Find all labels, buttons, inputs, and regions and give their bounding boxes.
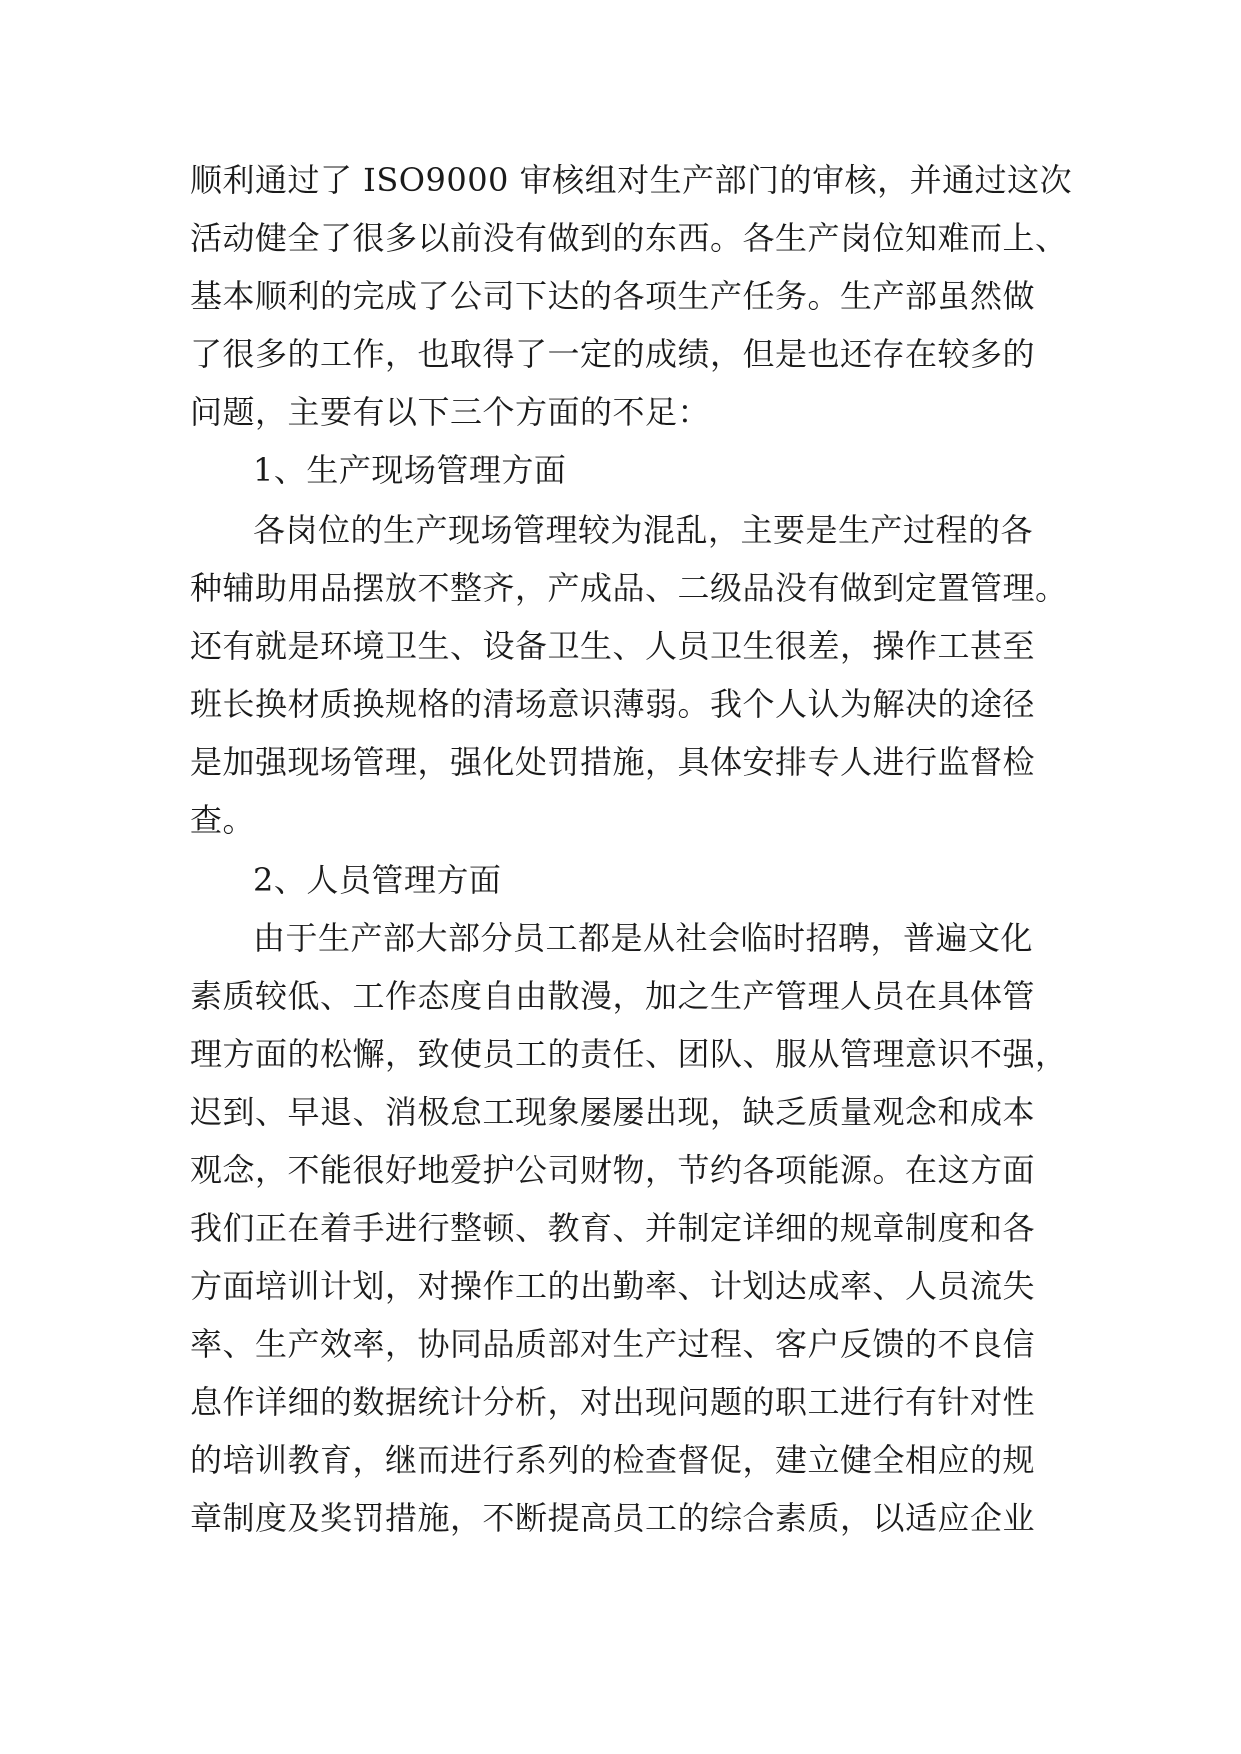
- text-line: 观念，不能很好地爱护公司财物，节约各项能源。在这方面: [190, 1151, 1036, 1189]
- text-line: 顺利通过了 ISO9000 审核组对生产部门的审核，并通过这次: [190, 161, 1073, 199]
- text-line: 由于生产部大部分员工都是从社会临时招聘，普遍文化: [253, 919, 1034, 957]
- text-line: 迟到、早退、消极怠工现象屡屡出现，缺乏质量观念和成本: [190, 1093, 1036, 1131]
- text-line: 还有就是环境卫生、设备卫生、人员卫生很差，操作工甚至: [190, 627, 1036, 665]
- text-line: 理方面的松懈，致使员工的责任、团队、服从管理意识不强，: [190, 1035, 1068, 1073]
- text-line: 查。: [190, 801, 256, 839]
- text-line: 率、生产效率，协同品质部对生产过程、客户反馈的不良信: [190, 1325, 1036, 1363]
- section-heading: 2、人员管理方面: [253, 861, 502, 899]
- text-line: 是加强现场管理，强化处罚措施，具体安排专人进行监督检: [190, 743, 1036, 781]
- text-line: 基本顺利的完成了公司下达的各项生产任务。生产部虽然做: [190, 277, 1036, 315]
- text-line: 章制度及奖罚措施，不断提高员工的综合素质，以适应企业: [190, 1499, 1036, 1537]
- section-heading: 1、生产现场管理方面: [253, 451, 567, 489]
- text-line: 活动健全了很多以前没有做到的东西。各生产岗位知难而上、: [190, 219, 1068, 257]
- text-line: 种辅助用品摆放不整齐，产成品、二级品没有做到定置管理。: [190, 569, 1068, 607]
- text-line: 问题，主要有以下三个方面的不足：: [190, 393, 711, 431]
- text-line: 各岗位的生产现场管理较为混乱，主要是生产过程的各: [253, 511, 1034, 549]
- text-line: 素质较低、工作态度自由散漫，加之生产管理人员在具体管: [190, 977, 1036, 1015]
- text-line: 方面培训计划，对操作工的出勤率、计划达成率、人员流失: [190, 1267, 1036, 1305]
- text-line: 了很多的工作，也取得了一定的成绩，但是也还存在较多的: [190, 335, 1036, 373]
- text-line: 我们正在着手进行整顿、教育、并制定详细的规章制度和各: [190, 1209, 1036, 1247]
- text-line: 的培训教育，继而进行系列的检查督促，建立健全相应的规: [190, 1441, 1036, 1479]
- text-line: 息作详细的数据统计分析，对出现问题的职工进行有针对性: [190, 1383, 1036, 1421]
- text-line: 班长换材质换规格的清场意识薄弱。我个人认为解决的途径: [190, 685, 1036, 723]
